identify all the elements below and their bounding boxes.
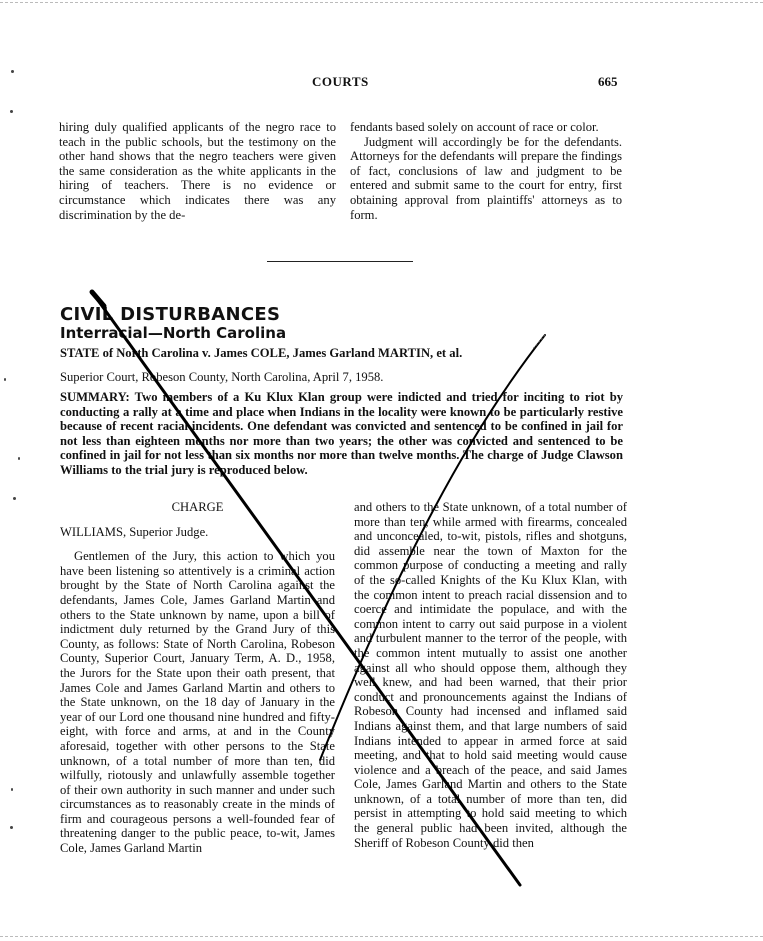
page-number: 665 <box>598 74 618 89</box>
section-heading: CIVIL DISTURBANCES <box>60 304 281 325</box>
paragraph: Judgment will accordingly be for the defendants. Attorneys for the defendants will prepare the findings of fact, conclusions of law and judgment to be entered and submit same to the court for entry, first obtaining approval from plaintiffs' attorneys as to form. <box>350 134 622 222</box>
judge-line: WILLIAMS, Superior Judge. <box>60 524 209 539</box>
section-subheading: Interracial—North Carolina <box>60 324 287 342</box>
top-right-column <box>350 120 622 222</box>
charge-right-column <box>354 500 627 850</box>
speck <box>10 110 13 113</box>
charge-text-left: Gentlemen of the Jury, this action to which you have been listening so attentively is a criminal action brought by the State of North Carolina against the defendants, James Cole, James Garland Martin and others to the State unknown by name, upon a bill of indictment duly returned by the Grand Jury of this County, as follows: State of North Carolina, Robeson County, Superior Court, January Term, A. D., 1958, the Jurors for the State upon their oath present, that James Cole and James Garland Martin and others to the State unknown, on the 18 day of January in the year of our Lord one thousand nine hundred and fifty-eight, with force and arms, at and in the County aforesaid, together with other persons to the State unknown, of a total number of more than ten, did wilfully, riotously and unlawfully assemble together of their own authority in such manner and under such circumstances as to reasonably create in the minds of firm and courageous persons a well-founded fear of threatening danger to the public peace, to-wit, James Cole, James Garland Martin <box>60 549 335 856</box>
speck <box>10 826 13 829</box>
top-left-column <box>59 120 336 222</box>
section-divider <box>267 261 413 262</box>
paragraph: fendants based solely on account of race or color. <box>350 120 599 134</box>
strike-line-tail <box>532 335 545 350</box>
running-head-title: COURTS <box>312 74 369 89</box>
charge-heading: CHARGE <box>171 500 224 514</box>
page-edge-bottom <box>0 936 763 937</box>
speck <box>4 378 6 381</box>
court-line: Superior Court, Robeson County, North Carolina, April 7, 1958. <box>60 370 384 384</box>
case-title: STATE of North Carolina v. James COLE, James Garland MARTIN, et al. <box>60 346 463 360</box>
speck <box>18 457 20 460</box>
speck <box>11 788 13 791</box>
case-summary: SUMMARY: Two members of a Ku Klux Klan group were indicted and tried for inciting to riot by conducting a rally at a time and place when Indians in the locality were known to be particularly restive because of recent racial incidents. One defendant was convicted and sentenced to be confined in jail for not less than eighteen months nor more than two years; the other was convicted and sentenced to be confined in jail for not less than six months nor more than twelve months. The charge of Judge Clawson Williams to the trial jury is reproduced below. <box>60 390 623 477</box>
page-edge-top <box>0 2 763 3</box>
speck <box>11 70 14 73</box>
speck <box>13 497 16 500</box>
paragraph: hiring duly qualified applicants of the negro race to teach in the public schools, but the testimony on the other hand shows that the negro teachers were given the same consideration as the white applicants in the hiring of teachers. There is no evidence or circumstance which indicates there was any discrimination by the de- <box>59 120 336 222</box>
running-head <box>0 74 763 92</box>
charge-text-right: and others to the State unknown, of a total number of more than ten, while armed with firearms, concealed and unconcealed, to-wit, pistols, rifles and shotguns, did assemble near the town of Maxton for the common purpose of conducting a meeting and rally of the so-called Knights of the Ku Klux Klan, with the common intent to preach racial dissension and to coerce and intimidate the populace, and with the common intent to carry out said purpose in a violent and turbulent manner to the terror of the people, with the common intent mutually to assist one another against all who should oppose them, although they well knew, and had been warned, that their prior conduct and pronouncements against the Indians of Robeson County had incensed and inflamed said Indians against them, and that large numbers of said Indians intended to appear in armed force at said meeting, and that to hold said meeting would cause violence and a breach of the peace, and said James Cole, James Garland Martin and others to the State unknown, of a total number of more than ten, did persist in attempting to hold said meeting to which the general public had been invited, although the Sheriff of Robeson County did then <box>354 500 627 850</box>
charge-left-column <box>60 500 335 856</box>
